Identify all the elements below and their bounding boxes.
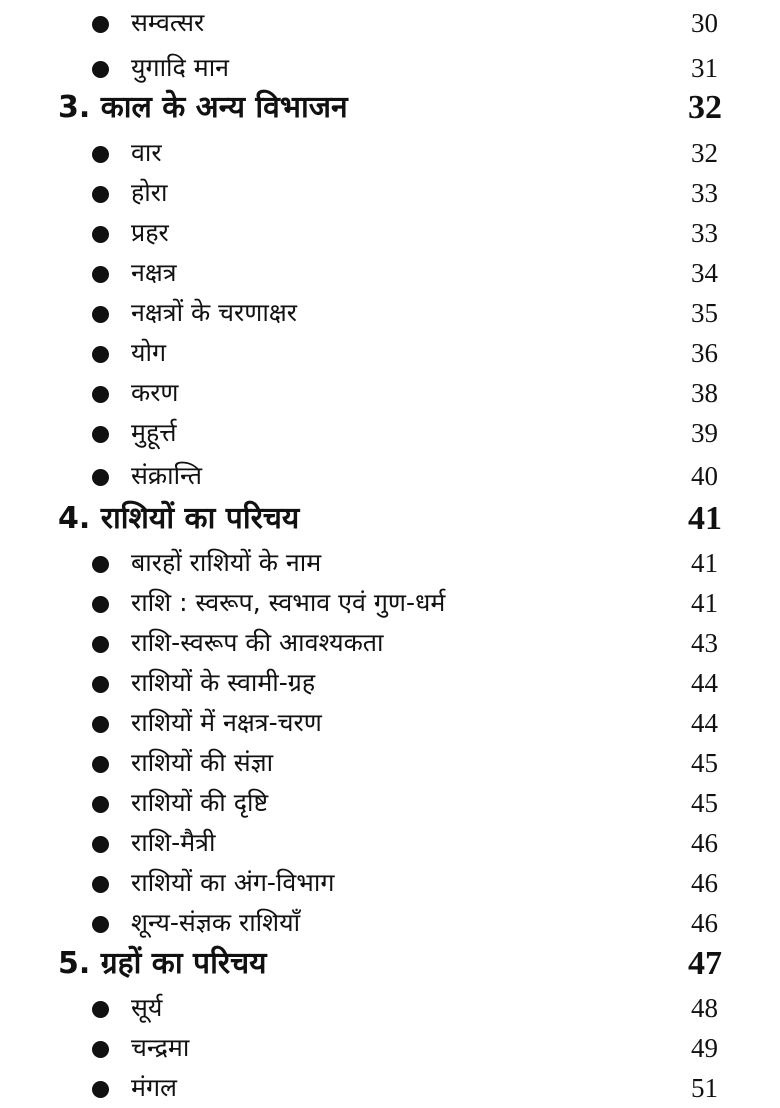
toc-entry-page: 33 [691,218,718,248]
bullet-icon [92,386,109,403]
bullet-icon [92,756,109,773]
bullet-icon [92,1041,109,1058]
chapter-page: 47 [688,945,722,982]
toc-entry-label: योग [131,338,167,367]
toc-entry-karan[interactable] [0,374,780,412]
toc-entry-yog[interactable] [0,334,780,372]
toc-entry-label: राशियों की संज्ञा [131,748,274,777]
bullet-icon [92,1081,109,1098]
toc-entry-label: राशियों की दृष्टि [131,788,269,817]
bullet-icon [92,876,109,893]
toc-entry-rashiyon-ki-drishti[interactable] [0,784,780,822]
toc-entry-label: मुहूर्त्त [131,418,177,447]
toc-entry-chandrama[interactable] [0,1029,780,1067]
toc-entry-page: 46 [691,908,718,938]
toc-entry-page: 44 [691,668,718,698]
toc-entry-page: 40 [691,461,718,491]
toc-entry-page: 35 [691,298,718,328]
toc-entry-page: 30 [691,8,718,38]
toc-entry-label: मंगल [131,1073,177,1102]
chapter-title: 4. राशियों का परिचय [58,501,300,536]
toc-entry-label: प्रहर [131,218,169,247]
toc-entry-label: संक्रान्ति [131,461,203,490]
toc-entry-nakshatra[interactable] [0,254,780,292]
bullet-icon [92,346,109,363]
toc-entry-page: 41 [691,548,718,578]
bullet-icon [92,1001,109,1018]
toc-entry-label: बारहों राशियों के नाम [131,548,322,577]
toc-entry-label: राशि-मैत्री [131,828,216,857]
toc-entry-label: होरा [131,178,168,207]
bullet-icon [92,676,109,693]
toc-entry-label: राशि-स्वरूप की आवश्यकता [131,628,384,657]
toc-entry-label: शून्य-संज्ञक राशियाँ [131,908,301,937]
toc-entry-label: नक्षत्र [131,258,177,287]
toc-entry-page: 41 [691,588,718,618]
toc-entry-page: 36 [691,338,718,368]
toc-entry-page: 34 [691,258,718,288]
bullet-icon [92,469,109,486]
toc-entry-surya[interactable] [0,989,780,1027]
toc-entry-hora[interactable] [0,174,780,212]
toc-entry-label: राशियों के स्वामी-ग्रह [131,668,316,697]
chapter-heading-5[interactable] [0,945,780,983]
toc-entry-samvatsar[interactable] [0,4,780,42]
toc-entry-rashiyon-mein-nakshatra-charan[interactable] [0,704,780,742]
bullet-icon [92,716,109,733]
toc-entry-rashi-swaroop[interactable] [0,584,780,622]
toc-entry-label: सम्वत्सर [131,8,205,37]
toc-entry-label: नक्षत्रों के चरणाक्षर [131,298,297,327]
toc-entry-vaar[interactable] [0,134,780,172]
toc-entry-rashiyon-ke-swami-grah[interactable] [0,664,780,702]
toc-entry-label: करण [131,378,179,407]
toc-entry-nakshatra-charanakshar[interactable] [0,294,780,332]
toc-entry-sankranti[interactable] [0,457,780,495]
toc-entry-page: 48 [691,993,718,1023]
toc-entry-page: 38 [691,378,718,408]
toc-entry-page: 46 [691,868,718,898]
bullet-icon [92,16,109,33]
toc-entry-page: 43 [691,628,718,658]
bullet-icon [92,146,109,163]
toc-entry-page: 49 [691,1033,718,1063]
toc-entry-page: 45 [691,788,718,818]
chapter-title: 5. ग्रहों का परिचय [58,946,267,981]
chapter-title: 3. काल के अन्य विभाजन [58,90,348,125]
toc-entry-page: 39 [691,418,718,448]
toc-entry-page: 44 [691,708,718,738]
toc-entry-prahar[interactable] [0,214,780,252]
toc-entry-page: 51 [691,1073,718,1103]
bullet-icon [92,636,109,653]
chapter-heading-3[interactable] [0,89,780,127]
bullet-icon [92,186,109,203]
chapter-page: 32 [688,89,722,126]
toc-entry-yugadi-maan[interactable] [0,49,780,87]
bullet-icon [92,426,109,443]
toc-entry-shunya-sangyak-rashiyan[interactable] [0,904,780,942]
toc-entry-barahon-rashiyon-ke-naam[interactable] [0,544,780,582]
toc-entry-label: राशियों का अंग-विभाग [131,868,335,897]
toc-entry-label: राशि : स्वरूप, स्वभाव एवं गुण-धर्म [131,588,446,617]
toc-entry-label: राशियों में नक्षत्र-चरण [131,708,322,737]
toc-entry-rashi-swaroop-avashyakta[interactable] [0,624,780,662]
toc-entry-label: सूर्य [131,993,163,1022]
chapter-page: 41 [688,500,722,537]
toc-entry-label: युगादि मान [131,53,230,82]
bullet-icon [92,796,109,813]
toc-entry-label: वार [131,138,162,167]
toc-entry-rashiyon-ka-ang-vibhag[interactable] [0,864,780,902]
bullet-icon [92,61,109,78]
toc-entry-rashiyon-ki-sangya[interactable] [0,744,780,782]
toc-entry-page: 31 [691,53,718,83]
bullet-icon [92,556,109,573]
toc-entry-page: 46 [691,828,718,858]
bullet-icon [92,596,109,613]
bullet-icon [92,306,109,323]
bullet-icon [92,226,109,243]
chapter-heading-4[interactable] [0,500,780,538]
bullet-icon [92,916,109,933]
toc-entry-muhurt[interactable] [0,414,780,452]
toc-entry-page: 33 [691,178,718,208]
bullet-icon [92,836,109,853]
toc-entry-label: चन्द्रमा [131,1033,190,1062]
bullet-icon [92,266,109,283]
toc-entry-mangal[interactable] [0,1069,780,1107]
toc-entry-page: 32 [691,138,718,168]
toc-entry-rashi-maitri[interactable] [0,824,780,862]
toc-entry-page: 45 [691,748,718,778]
